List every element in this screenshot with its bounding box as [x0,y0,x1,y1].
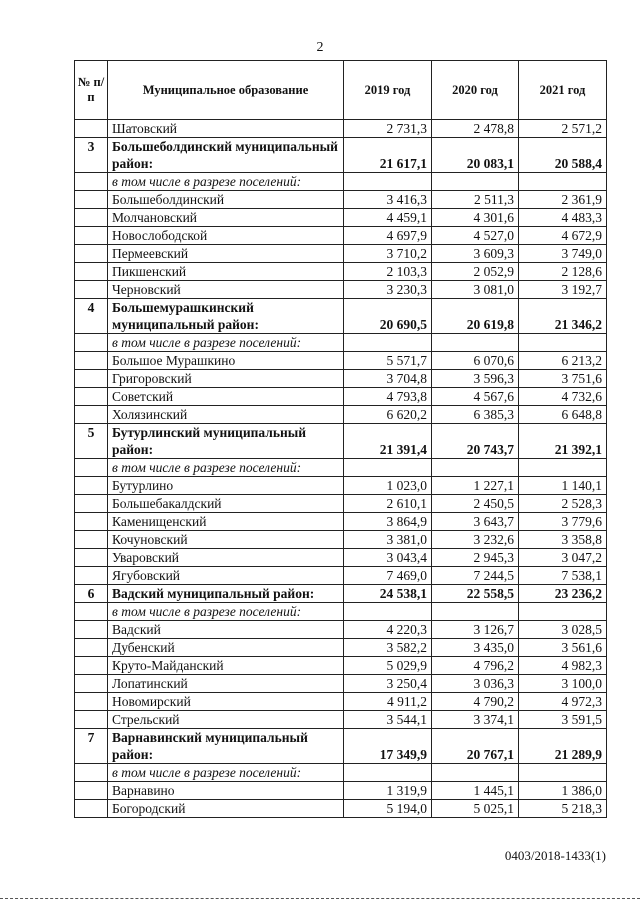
row-index [75,406,108,424]
table-row [75,191,607,209]
row-index [75,764,108,782]
table-row [75,370,607,388]
value-2019: 3 582,2 [344,639,432,657]
value-2019: 24 538,1 [344,585,432,603]
municipality-name: Вадский муниципальный район: [108,585,344,603]
municipality-name: Дубенский [108,639,344,657]
table-row [75,621,607,639]
value-2019: 3 416,3 [344,191,432,209]
municipality-name: Стрельский [108,711,344,729]
district-row [75,729,607,764]
value-2019: 4 459,1 [344,209,432,227]
row-index: 6 [75,585,108,603]
value-2021 [519,173,607,191]
municipality-name: Пермеевский [108,245,344,263]
value-2019: 3 864,9 [344,513,432,531]
row-index [75,173,108,191]
municipality-name: Вадский [108,621,344,639]
value-2021: 4 982,3 [519,657,607,675]
value-2021: 1 386,0 [519,782,607,800]
municipality-name: Большебакалдский [108,495,344,513]
value-2019: 5 029,9 [344,657,432,675]
row-index [75,531,108,549]
row-index [75,281,108,299]
value-2020: 6 070,6 [432,352,519,370]
municipality-name: Шатовский [108,120,344,138]
value-2021: 7 538,1 [519,567,607,585]
value-2021: 20 588,4 [519,138,607,173]
value-2019: 3 544,1 [344,711,432,729]
row-index [75,603,108,621]
table-row [75,782,607,800]
municipality-name: в том числе в разрезе поселений: [108,603,344,621]
value-2019: 4 911,2 [344,693,432,711]
table-row [75,406,607,424]
value-2020 [432,459,519,477]
value-2021: 4 483,3 [519,209,607,227]
value-2019: 3 250,4 [344,675,432,693]
table-row [75,352,607,370]
value-2021: 3 028,5 [519,621,607,639]
header-2019: 2019 год [344,61,432,120]
subheader-row [75,764,607,782]
value-2020 [432,764,519,782]
value-2021: 1 140,1 [519,477,607,495]
value-2020: 20 767,1 [432,729,519,764]
value-2019 [344,173,432,191]
row-index [75,352,108,370]
municipality-name: Варнавинский муниципальный район: [108,729,344,764]
row-index [75,800,108,818]
municipality-name: Ягубовский [108,567,344,585]
municipality-name: Большемурашкинский муниципальный район: [108,299,344,334]
value-2020: 3 374,1 [432,711,519,729]
municipality-name: Новослободской [108,227,344,245]
table-row [75,711,607,729]
value-2020: 3 126,7 [432,621,519,639]
value-2021: 3 358,8 [519,531,607,549]
table-body [75,120,607,818]
value-2021: 3 779,6 [519,513,607,531]
value-2020: 2 450,5 [432,495,519,513]
value-2021: 6 213,2 [519,352,607,370]
table-header-row [75,61,607,120]
value-2021: 2 128,6 [519,263,607,281]
table-row [75,388,607,406]
value-2021: 3 047,2 [519,549,607,567]
value-2019: 4 220,3 [344,621,432,639]
value-2019: 3 043,4 [344,549,432,567]
subheader-row [75,459,607,477]
value-2020 [432,603,519,621]
value-2019: 3 381,0 [344,531,432,549]
value-2019: 7 469,0 [344,567,432,585]
value-2021: 21 289,9 [519,729,607,764]
municipality-name: Уваровский [108,549,344,567]
row-index [75,782,108,800]
value-2020: 2 511,3 [432,191,519,209]
municipality-name: Новомирский [108,693,344,711]
subheader-row [75,603,607,621]
value-2019: 5 194,0 [344,800,432,818]
value-2019: 6 620,2 [344,406,432,424]
value-2021: 21 392,1 [519,424,607,459]
table-row [75,513,607,531]
row-index [75,621,108,639]
municipality-name: в том числе в разрезе поселений: [108,459,344,477]
value-2021: 2 528,3 [519,495,607,513]
row-index [75,495,108,513]
row-index [75,639,108,657]
table-row [75,281,607,299]
value-2020: 3 232,6 [432,531,519,549]
row-index: 4 [75,299,108,334]
value-2019 [344,764,432,782]
value-2020: 4 527,0 [432,227,519,245]
value-2021: 4 732,6 [519,388,607,406]
row-index [75,657,108,675]
municipality-name: в том числе в разрезе поселений: [108,334,344,352]
value-2021: 3 591,5 [519,711,607,729]
municipality-name: Григоровский [108,370,344,388]
value-2021: 6 648,8 [519,406,607,424]
table-row [75,657,607,675]
subheader-row [75,334,607,352]
value-2020: 20 743,7 [432,424,519,459]
header-municipality: Муниципальное образование [108,61,344,120]
value-2020 [432,173,519,191]
value-2019: 3 230,3 [344,281,432,299]
municipality-name: Большеболдинский [108,191,344,209]
header-2021: 2021 год [519,61,607,120]
district-row [75,299,607,334]
table-row [75,567,607,585]
table-row [75,245,607,263]
district-row [75,138,607,173]
value-2019: 1 319,9 [344,782,432,800]
municipality-name: Советский [108,388,344,406]
row-index: 3 [75,138,108,173]
value-2020: 7 244,5 [432,567,519,585]
value-2019 [344,603,432,621]
row-index [75,245,108,263]
value-2019: 20 690,5 [344,299,432,334]
row-index [75,567,108,585]
value-2021: 3 749,0 [519,245,607,263]
value-2021: 3 100,0 [519,675,607,693]
table-row [75,227,607,245]
municipality-name: Лопатинский [108,675,344,693]
value-2020: 1 227,1 [432,477,519,495]
value-2020: 4 301,6 [432,209,519,227]
value-2021: 3 751,6 [519,370,607,388]
header-2020: 2020 год [432,61,519,120]
value-2019: 5 571,7 [344,352,432,370]
value-2021 [519,764,607,782]
value-2020: 2 478,8 [432,120,519,138]
municipality-name: Черновский [108,281,344,299]
row-index [75,334,108,352]
table-row [75,495,607,513]
value-2020: 4 796,2 [432,657,519,675]
value-2020: 3 643,7 [432,513,519,531]
row-index [75,388,108,406]
value-2019: 2 731,3 [344,120,432,138]
table-row [75,693,607,711]
municipality-name: Молчановский [108,209,344,227]
value-2021: 21 346,2 [519,299,607,334]
value-2021: 2 361,9 [519,191,607,209]
municipality-name: Холязинский [108,406,344,424]
value-2020: 3 081,0 [432,281,519,299]
table-row [75,477,607,495]
district-row [75,424,607,459]
municipality-name: Каменищенский [108,513,344,531]
row-index [75,477,108,495]
municipality-name: Пикшенский [108,263,344,281]
row-index [75,711,108,729]
row-index [75,549,108,567]
row-index [75,191,108,209]
value-2019: 2 103,3 [344,263,432,281]
row-index [75,513,108,531]
municipality-name: Большое Мурашкино [108,352,344,370]
value-2019: 1 023,0 [344,477,432,495]
header-index: № п/п [75,61,108,120]
value-2020: 5 025,1 [432,800,519,818]
value-2020: 4 790,2 [432,693,519,711]
value-2020: 3 596,3 [432,370,519,388]
value-2020: 1 445,1 [432,782,519,800]
municipality-name: Бутурлинский муниципальный район: [108,424,344,459]
value-2021: 3 561,6 [519,639,607,657]
municipality-name: в том числе в разрезе поселений: [108,173,344,191]
value-2019: 17 349,9 [344,729,432,764]
value-2021 [519,334,607,352]
value-2020: 2 052,9 [432,263,519,281]
table-row [75,120,607,138]
value-2020: 20 083,1 [432,138,519,173]
table-row [75,549,607,567]
municipality-name: Бутурлино [108,477,344,495]
value-2019: 21 617,1 [344,138,432,173]
budget-table [74,60,607,818]
row-index [75,675,108,693]
row-index [75,459,108,477]
value-2020: 20 619,8 [432,299,519,334]
row-index [75,120,108,138]
value-2020: 6 385,3 [432,406,519,424]
municipality-name: в том числе в разрезе поселений: [108,764,344,782]
value-2020: 3 609,3 [432,245,519,263]
value-2021: 2 571,2 [519,120,607,138]
value-2019: 4 793,8 [344,388,432,406]
value-2020: 3 435,0 [432,639,519,657]
row-index [75,227,108,245]
bottom-divider [0,898,640,901]
value-2021: 23 236,2 [519,585,607,603]
value-2019 [344,459,432,477]
document-code: 0403/2018-1433(1) [504,848,606,863]
value-2019: 3 710,2 [344,245,432,263]
value-2021: 3 192,7 [519,281,607,299]
value-2021 [519,603,607,621]
row-index [75,370,108,388]
value-2021: 4 672,9 [519,227,607,245]
value-2020: 22 558,5 [432,585,519,603]
municipality-name: Кочуновский [108,531,344,549]
page-number: 2 [316,40,324,55]
municipality-name: Варнавино [108,782,344,800]
value-2021 [519,459,607,477]
value-2019: 4 697,9 [344,227,432,245]
value-2019: 3 704,8 [344,370,432,388]
district-row [75,585,607,603]
table-row [75,800,607,818]
value-2021: 4 972,3 [519,693,607,711]
table-row [75,263,607,281]
row-index: 7 [75,729,108,764]
value-2020: 3 036,3 [432,675,519,693]
value-2020: 4 567,6 [432,388,519,406]
value-2021: 5 218,3 [519,800,607,818]
municipality-name: Круто-Майданский [108,657,344,675]
municipality-name: Богородский [108,800,344,818]
row-index [75,693,108,711]
table-row [75,675,607,693]
subheader-row [75,173,607,191]
value-2020: 2 945,3 [432,549,519,567]
row-index [75,263,108,281]
table-row [75,209,607,227]
value-2020 [432,334,519,352]
value-2019: 21 391,4 [344,424,432,459]
row-index: 5 [75,424,108,459]
value-2019 [344,334,432,352]
row-index [75,209,108,227]
municipality-name: Большеболдинский муниципальный район: [108,138,344,173]
table-row [75,531,607,549]
table-row [75,639,607,657]
value-2019: 2 610,1 [344,495,432,513]
